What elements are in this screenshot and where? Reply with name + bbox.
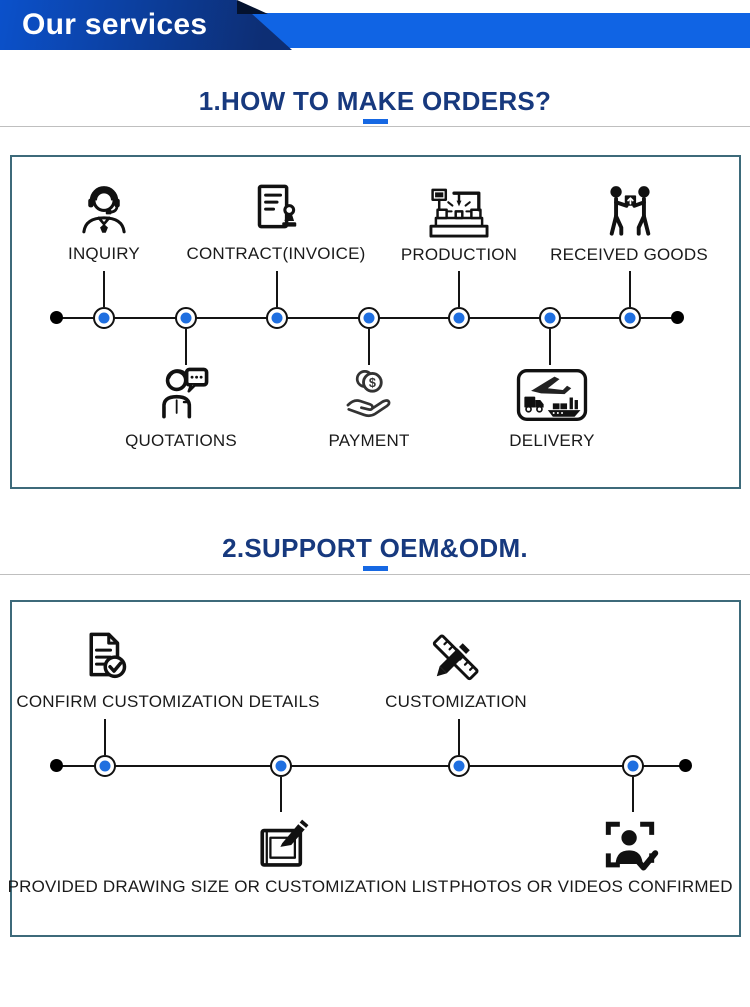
timeline-node xyxy=(448,755,470,777)
section2-divider xyxy=(0,574,750,575)
timeline-node xyxy=(266,307,288,329)
node-connector xyxy=(549,329,551,365)
contract-stamp-icon xyxy=(249,182,305,238)
node-connector xyxy=(104,719,106,755)
timeline-end-dot xyxy=(671,311,684,324)
step-label-drawing-list: PROVIDED DRAWING SIZE OR CUSTOMIZATION LIST xyxy=(7,877,449,896)
timeline-start-dot xyxy=(50,311,63,324)
section2-title-underline xyxy=(363,566,388,571)
step-label-confirm-details: CONFIRM CUSTOMIZATION DETAILS xyxy=(16,692,320,711)
timeline-line xyxy=(57,765,686,767)
timeline-node xyxy=(622,755,644,777)
node-connector xyxy=(276,271,278,307)
timeline-node xyxy=(270,755,292,777)
timeline-node xyxy=(448,307,470,329)
node-connector xyxy=(280,777,282,812)
step-label-contract: CONTRACT(INVOICE) xyxy=(186,244,366,263)
banner-fold xyxy=(237,0,268,14)
timeline-node xyxy=(539,307,561,329)
svg-text:$: $ xyxy=(368,375,376,390)
step-label-received-goods: RECEIVED GOODS xyxy=(550,245,708,264)
node-connector xyxy=(458,271,460,307)
timeline-end-dot xyxy=(679,759,692,772)
section1-title-underline xyxy=(363,119,388,124)
timeline-node xyxy=(94,755,116,777)
pencil-ruler-icon xyxy=(427,628,485,686)
timeline-node xyxy=(175,307,197,329)
step-label-quotations: QUOTATIONS xyxy=(125,431,237,450)
people-exchange-box-icon xyxy=(602,184,658,238)
timeline-start-dot xyxy=(50,759,63,772)
step-label-customization: CUSTOMIZATION xyxy=(385,692,527,711)
headset-agent-icon xyxy=(76,182,132,238)
step-label-payment: PAYMENT xyxy=(328,431,410,450)
timeline-node xyxy=(93,307,115,329)
document-check-icon xyxy=(79,630,135,686)
step-label-production: PRODUCTION xyxy=(400,245,518,264)
node-connector xyxy=(103,271,105,307)
section2-title: 2.SUPPORT OEM&ODM. xyxy=(222,533,528,563)
section1-divider xyxy=(0,126,750,127)
cnc-machine-icon xyxy=(426,188,492,238)
person-quote-icon xyxy=(154,364,212,422)
node-connector xyxy=(629,271,631,307)
timeline-node xyxy=(358,307,380,329)
step-label-delivery: DELIVERY xyxy=(509,431,595,450)
drawing-board-pencil-icon xyxy=(255,816,313,874)
logistics-icon xyxy=(516,368,588,422)
hand-coin-icon xyxy=(342,368,396,422)
node-connector xyxy=(632,777,634,812)
step-label-photos-confirmed: PHOTOS OR VIDEOS CONFIRMED xyxy=(449,877,733,896)
node-connector xyxy=(185,329,187,365)
timeline-node xyxy=(619,307,641,329)
person-frame-check-icon xyxy=(601,817,659,873)
node-connector xyxy=(368,329,370,365)
page-title: Our services xyxy=(22,8,208,41)
node-connector xyxy=(458,719,460,755)
step-label-inquiry: INQUIRY xyxy=(68,244,140,263)
section1-title: 1.HOW TO MAKE ORDERS? xyxy=(198,86,552,116)
